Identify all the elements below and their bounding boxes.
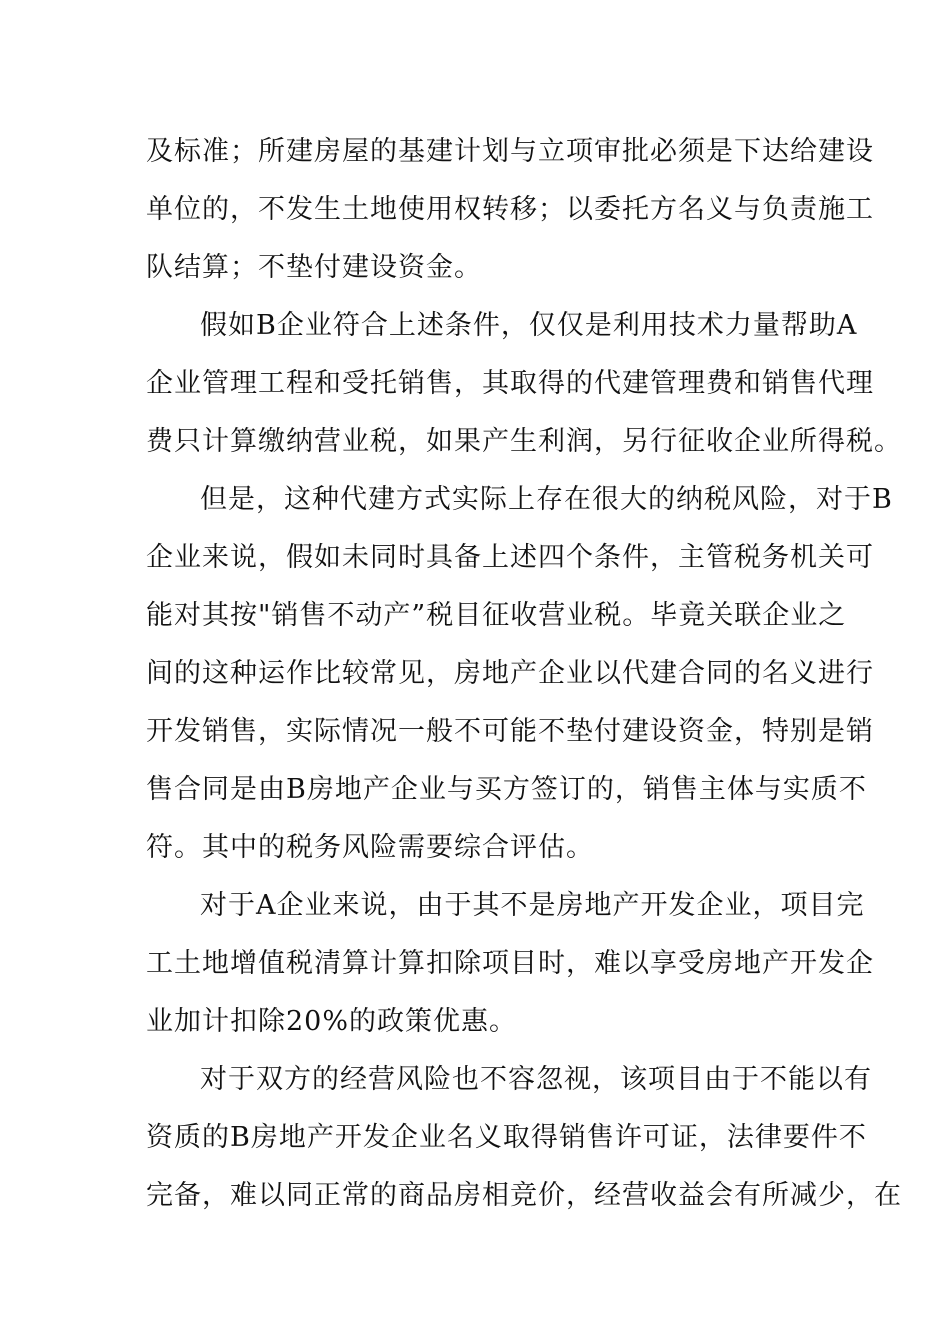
paragraph-4 [146, 877, 874, 1051]
text-line: 对于A企业来说，由于其不是房地产开发企业，项目完 [200, 890, 865, 921]
text-line: 符。其中的税务风险需要综合评估。 [146, 832, 594, 863]
text-line: 假如B企业符合上述条件，仅仅是利用技术力量帮助A [200, 310, 858, 341]
paragraph-2 [146, 297, 902, 471]
text-line: 完备，难以同正常的商品房相竞价，经营收益会有所减少，在 [146, 1180, 902, 1211]
paragraph-3 [146, 471, 893, 877]
paragraph-5 [146, 1051, 902, 1225]
text-line: 费只计算缴纳营业税，如果产生利润，另行征收企业所得税。 [146, 426, 902, 457]
text-line: 资质的B房地产开发企业名义取得销售许可证，法律要件不 [146, 1122, 867, 1153]
text-line: 业加计扣除20%的政策优惠。 [146, 1006, 518, 1037]
body-text [146, 123, 902, 1225]
text-line: 但是，这种代建方式实际上存在很大的纳税风险，对于B [200, 484, 893, 515]
text-line: 对于双方的经营风险也不容忽视，该项目由于不能以有 [200, 1064, 872, 1095]
text-line: 单位的，不发生土地使用权转移；以委托方名义与负责施工 [146, 194, 874, 225]
text-line: 企业来说，假如未同时具备上述四个条件，主管税务机关可 [146, 542, 874, 573]
text-line: 队结算；不垫付建设资金。 [146, 252, 482, 283]
text-line: 开发销售，实际情况一般不可能不垫付建设资金，特别是销 [146, 716, 874, 747]
text-line: 间的这种运作比较常见，房地产企业以代建合同的名义进行 [146, 658, 874, 689]
paragraph-1 [146, 123, 874, 297]
text-line: 能对其按"销售不动产”税目征收营业税。毕竟关联企业之 [146, 600, 847, 631]
text-line: 售合同是由B房地产企业与买方签订的，销售主体与实质不 [146, 774, 867, 805]
text-line: 工土地增值税清算计算扣除项目时，难以享受房地产开发企 [146, 948, 874, 979]
text-line: 企业管理工程和受托销售，其取得的代建管理费和销售代理 [146, 368, 874, 399]
text-line: 及标准；所建房屋的基建计划与立项审批必须是下达给建设 [146, 136, 874, 167]
